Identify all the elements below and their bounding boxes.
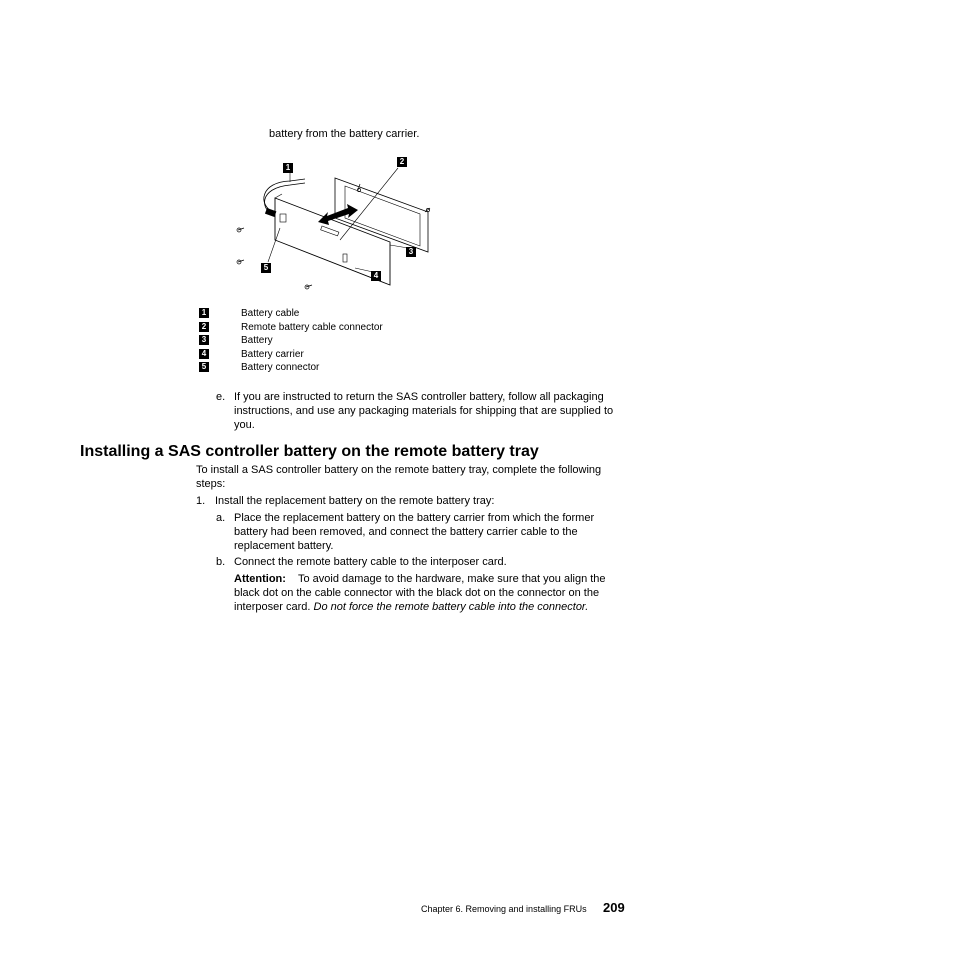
step-a-text: Place the replacement battery on the battery carrier from which the former battery had been removed, and connect the battery carrier cable to the replacement battery. [234,512,595,552]
intro-fragment: battery from the battery carrier. [269,128,420,140]
legend-badge: 2 [199,322,209,332]
callout-2: 2 [397,157,407,167]
footer-chapter: Chapter 6. Removing and installing FRUs [421,904,587,914]
section-title: Installing a SAS controller battery on the remote battery tray [80,443,539,460]
step-1-marker: 1. [196,495,206,507]
step-1-text: Install the replacement battery on the remote battery tray: [215,495,495,507]
legend-label: Battery [241,335,273,346]
attention-label: Attention: [234,573,286,585]
step-e-text: If you are instructed to return the SAS controller battery, follow all packaging instructions, and use any packaging materials for shipping that are supplied to you. [234,391,614,431]
callout-1: 1 [283,163,293,173]
legend-label: Battery cable [241,308,300,319]
legend-badge: 5 [199,362,209,372]
legend-label: Battery connector [241,362,320,373]
page-number: 209 [603,900,625,915]
legend-label: Battery carrier [241,349,304,360]
battery-assembly-figure [230,150,445,300]
step-b-marker: b. [216,556,226,568]
legend-label: Remote battery cable connector [241,322,383,333]
legend-badge: 1 [199,308,209,318]
legend-badge: 3 [199,335,209,345]
legend-badge: 4 [199,349,209,359]
attention-italic: Do not force the remote battery cable into the connector. [313,601,589,613]
section-intro: To install a SAS controller battery on the remote battery tray, complete the following steps: [196,464,602,490]
callout-5: 5 [261,263,271,273]
step-a-marker: a. [216,512,226,524]
callout-3: 3 [406,247,416,257]
step-e-marker: e. [216,391,226,403]
step-b-text: Connect the remote battery cable to the interposer card. [234,556,507,568]
attention-text: To avoid damage to the hardware, make sure that you align the black dot on the cable connector with the black dot on the connector on the interposer card. [234,573,606,613]
callout-4: 4 [371,271,381,281]
attention-note [234,572,626,614]
